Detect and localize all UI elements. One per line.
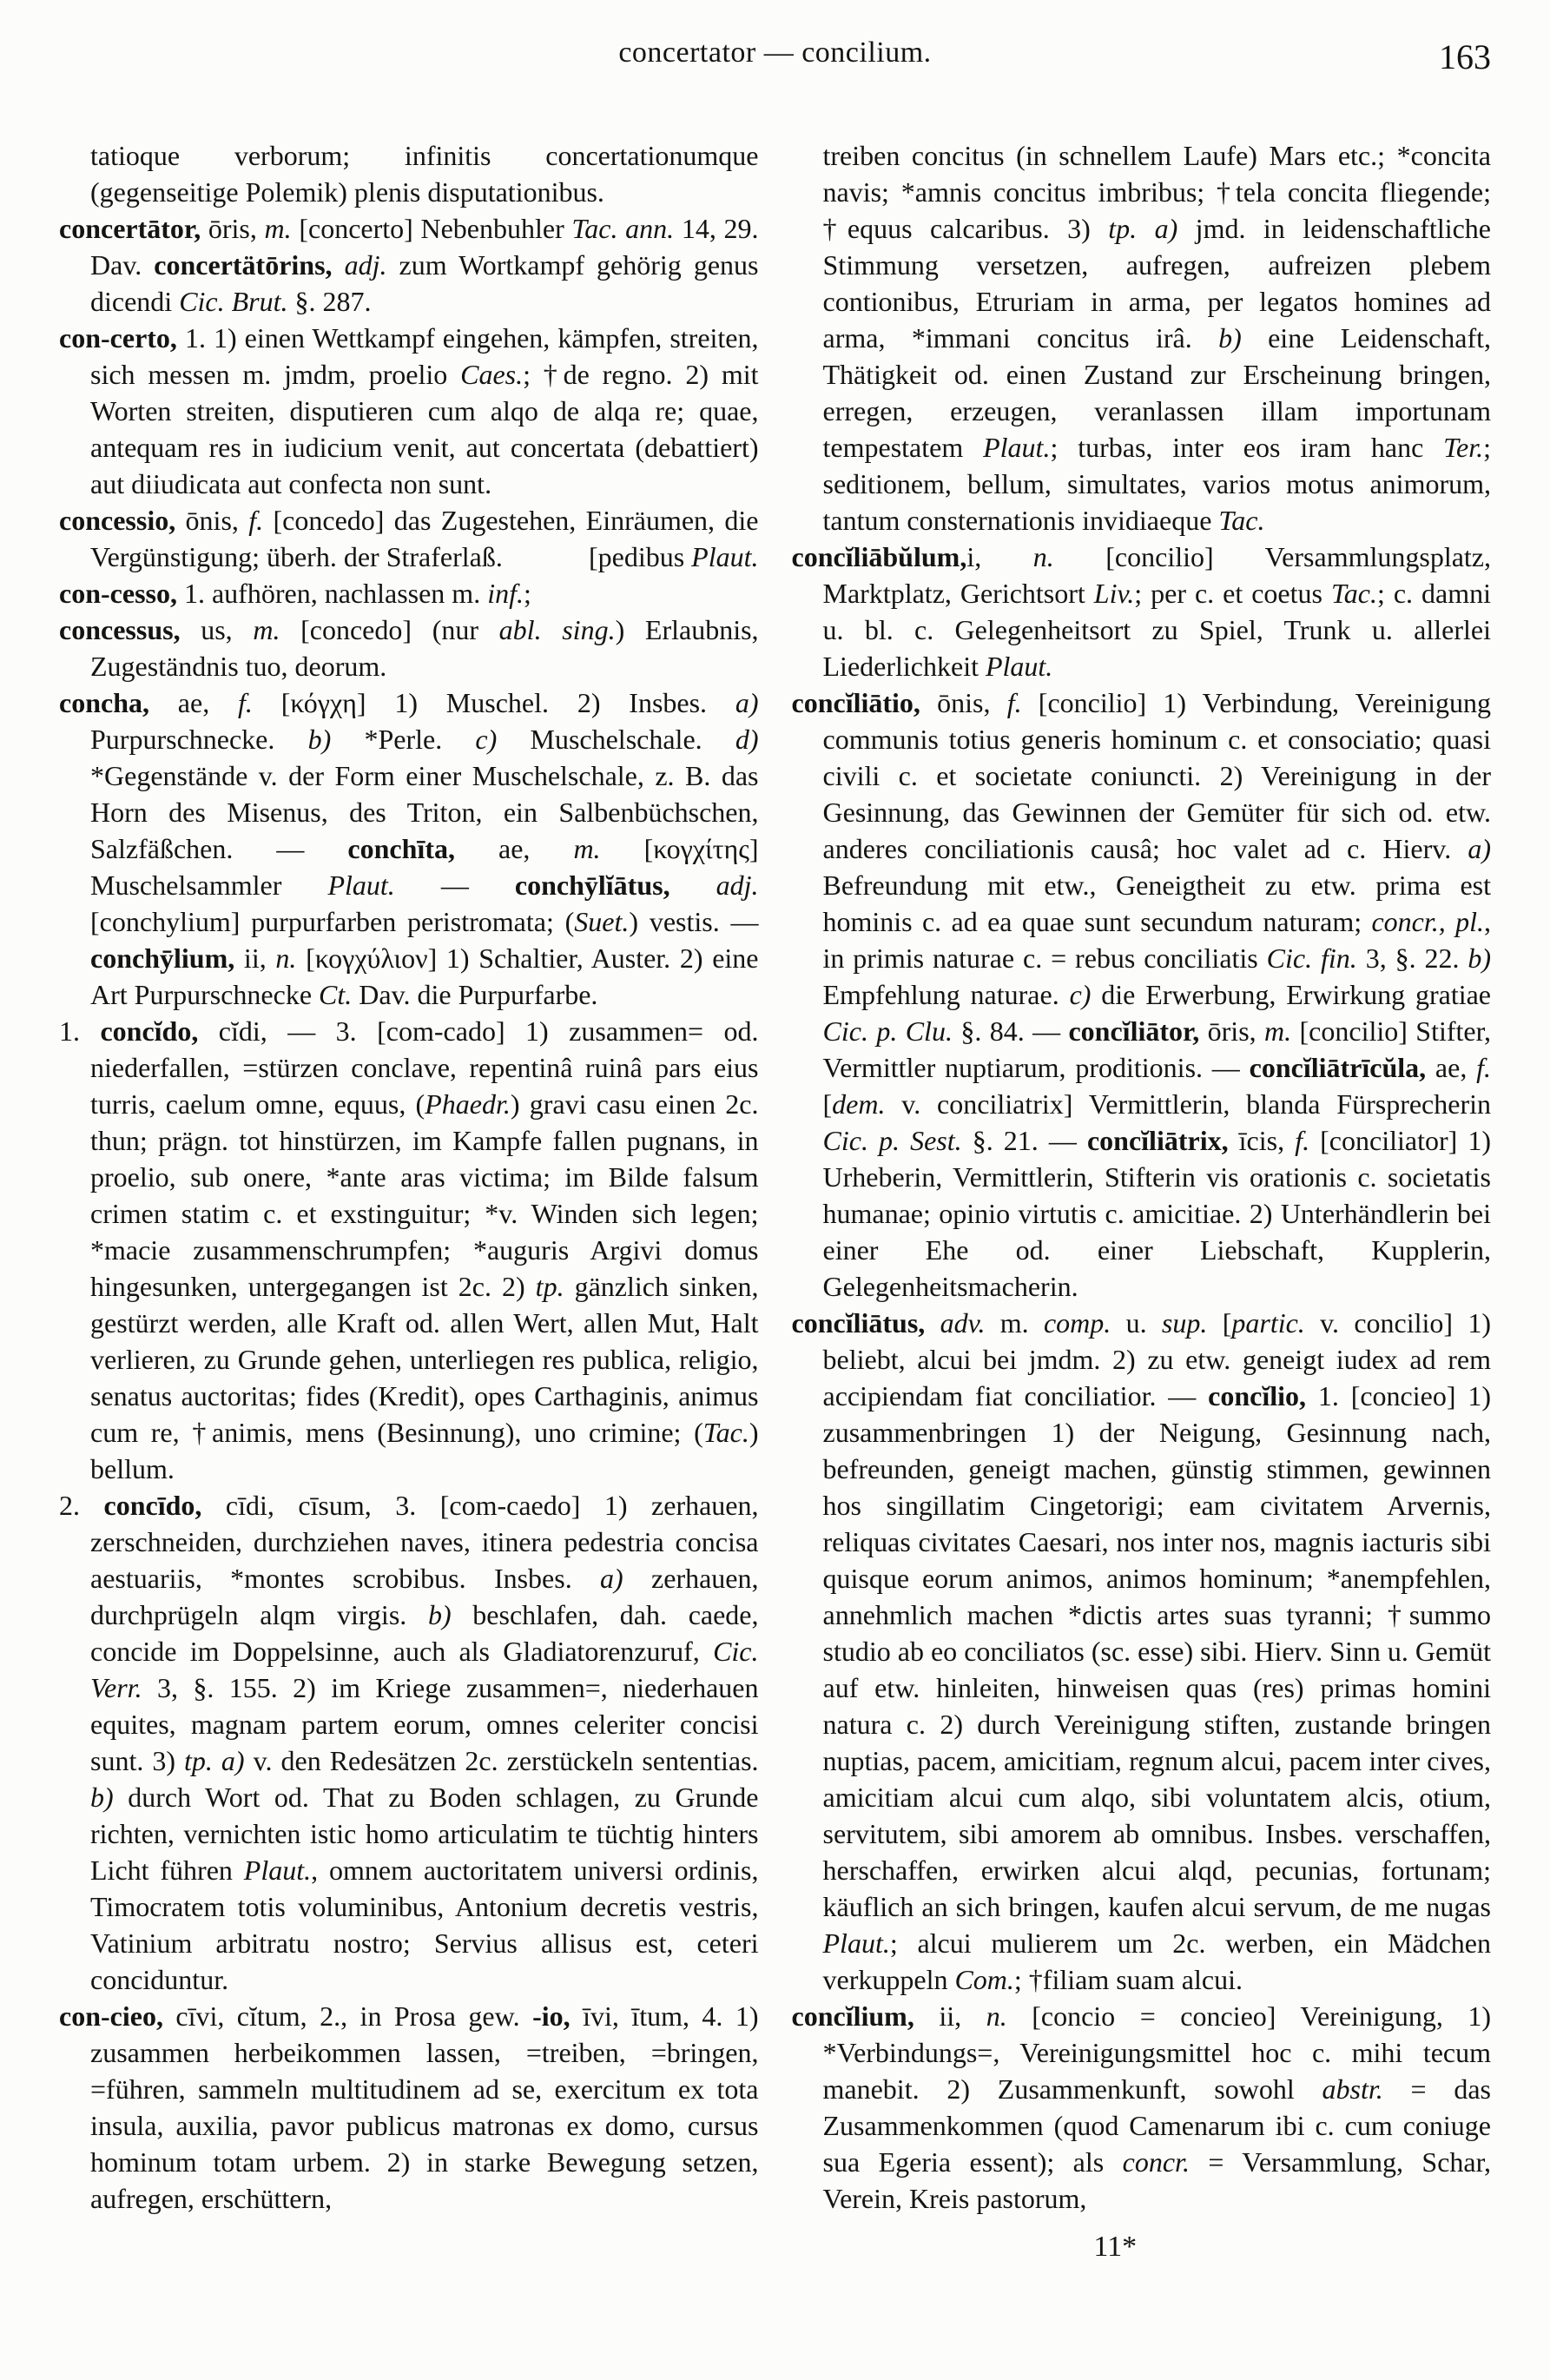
- text-run: Dav. die Purpurfarbe.: [352, 979, 598, 1010]
- dictionary-entry: [792, 1305, 1492, 1998]
- text-run: m.: [985, 1307, 1044, 1339]
- text-run: m.: [253, 614, 280, 645]
- dictionary-entry: [59, 684, 759, 1013]
- text-run: tp.: [535, 1271, 564, 1302]
- text-run: b): [427, 1599, 452, 1630]
- text-run: b): [90, 1782, 114, 1813]
- text-run: inf.: [487, 578, 524, 609]
- text-run: n.: [986, 2000, 1007, 2032]
- page-number: 163: [1439, 37, 1491, 76]
- text-run: f.: [238, 687, 253, 718]
- dictionary-entry: [792, 684, 1492, 1305]
- column-left-entries: [59, 137, 759, 2217]
- text-run: , omnem auctoritatem universi ordinis, Timocratem totis voluminibus, Antonium decretis vestris, Vatinium arbitratu nostro; Servius allisus est, ceteri conciduntur.: [90, 1854, 759, 1995]
- dictionary-entry: [792, 539, 1492, 684]
- text-run: , in primis naturae c. = rebus conciliatis: [822, 906, 1492, 974]
- text-run: ōnis,: [175, 505, 249, 536]
- text-run: concĭlium,: [791, 2000, 914, 2032]
- text-run: Com.: [954, 1964, 1014, 1995]
- text-run: ) bellum.: [90, 1417, 759, 1484]
- text-run: con-cieo,: [59, 2000, 163, 2032]
- text-run: c): [475, 724, 498, 755]
- text-run: us,: [180, 614, 254, 645]
- text-run: sup.: [1161, 1307, 1208, 1339]
- text-run: *Gegenstände v. der Form einer Muschelschale, z. B. das Horn des Misenus, des Triton, ein Salbenbüchschen, Salzfäßchen. —: [90, 760, 759, 864]
- text-run: ; turbas, inter eos iram hanc: [1050, 432, 1444, 463]
- text-run: [1137, 213, 1154, 244]
- text-run: adv.: [940, 1307, 986, 1339]
- text-run: cĭdi, — 3. [com-cado] 1) zusammen= od. niederfallen, =stürzen conclave, repentinâ ruinâ pars eius turris, caelum omne, equus, (: [90, 1015, 759, 1120]
- text-run: [conciliator] 1) Urheberin, Vermittlerin, Stifterin vis orationis c. societatis humanae; opinio virtutis c. amicitiae. 2) Unterhändlerin bei einer Ehe od. einer Liebschaft, Kupplerin, Gelegenheitsmacherin.: [822, 1125, 1492, 1302]
- text-run: 3, §. 22.: [1356, 942, 1468, 974]
- text-run: concr., pl.: [1371, 906, 1485, 937]
- text-run: [κόγχη] 1) Muschel. 2) Insbes.: [252, 687, 735, 718]
- text-run: [conchylium] purpurfarben peristromata; (: [90, 906, 575, 937]
- text-run: [concio = concieo] Vereinigung, 1) *Verbindungs=, Vereinigungsmittel hoc c. mihi tecum manebit. 2) Zusammenkunft, sowohl: [822, 2000, 1492, 2105]
- text-run: tp.: [184, 1745, 213, 1776]
- text-run: [concilio] Stifter, Vermittler nuptiarum, proditionis. —: [822, 1015, 1491, 1083]
- text-run: a): [1468, 833, 1491, 864]
- text-run: dem.: [832, 1088, 886, 1120]
- text-run: §. 21. —: [961, 1125, 1087, 1156]
- text-run: ; per c. et coetus: [1134, 578, 1331, 609]
- text-run: *Perle.: [331, 724, 476, 755]
- text-run: īcis,: [1228, 1125, 1296, 1156]
- text-run: conchȳlium,: [90, 942, 235, 974]
- text-run: Tac. ann.: [571, 213, 675, 244]
- text-run: [concilio] 1) Verbindung, Vereinigung communis totius generis hominum c. et consociatio; quasi civili c. et societate coniuncti. 2) Vereinigung in der Gesinnung, das Gewinnen der Gemüter für sich od. etw. anderes conciliationis causâ; hoc valet ad c. Hierv.: [822, 687, 1492, 864]
- text-run: ) vestis. —: [629, 906, 759, 937]
- dictionary-entry: [59, 210, 759, 320]
- text-run: concr.: [1122, 2146, 1190, 2178]
- text-run: Plaut.: [983, 432, 1051, 463]
- text-run: -io,: [532, 2000, 571, 2032]
- text-run: Cic. p. Clu.: [822, 1015, 953, 1047]
- text-run: Plaut.: [691, 541, 759, 572]
- dictionary-entry: [59, 612, 759, 684]
- text-run: adj.: [344, 249, 387, 281]
- text-run: ōnis,: [920, 687, 1007, 718]
- text-run: die Erwerbung, Erwirkung gratiae: [1091, 979, 1492, 1010]
- text-run: 1. 1) einen Wettkampf eingehen, kämpfen, streiten, sich messen m. jmdm, proelio: [90, 322, 759, 390]
- text-run: comp.: [1043, 1307, 1111, 1339]
- text-run: beschlafen, dah. caede, concide im Doppelsinne, auch als Gladiatorenzuruf,: [90, 1599, 759, 1667]
- runback-line: [588, 539, 759, 575]
- text-run: abstr.: [1322, 2073, 1383, 2105]
- dictionary-entry: [59, 320, 759, 502]
- text-run: adj.: [716, 869, 759, 901]
- text-run: concĭliātor,: [1068, 1015, 1200, 1047]
- text-run: gänzlich sinken, gestürzt werden, alle Kraft od. allen Wert, allen Mut, Halt verlieren, zu Grunde gehen, unterliegen res publica, religio, senatus auctoritas; fides (Kredit), opes Carthaginis, animus cum re, †animis, mens (Besinnung), uno crimine; (: [90, 1271, 759, 1448]
- text-run: Tac.: [1218, 505, 1265, 536]
- text-run: [670, 869, 716, 901]
- text-run: b): [1468, 942, 1492, 974]
- text-run: Cic. Brut.: [179, 286, 288, 317]
- text-run: concĭdo,: [100, 1015, 199, 1047]
- dictionary-entry: [59, 1013, 759, 1487]
- text-run: Empfehlung naturae.: [822, 979, 1070, 1010]
- running-title: concertator — concilium.: [618, 36, 932, 69]
- text-run: ; alcui mulierem um 2c. werben, ein Mädchen verkuppeln: [822, 1927, 1491, 1995]
- text-run: Befreundung mit etw., Geneigtheit zu etw. prima est hominis c. ad ea quae sunt secundum naturam;: [822, 869, 1491, 937]
- text-run: ; seditionem, bellum, simultates, varios motus animorum, tantum consternationis invidiaeque: [822, 432, 1492, 536]
- text-run: concĭliātrīcŭla,: [1249, 1052, 1427, 1083]
- text-run: concĭliātrix,: [1086, 1125, 1229, 1156]
- text-run: [333, 249, 345, 281]
- text-run: concha,: [59, 687, 149, 718]
- text-run: f.: [1006, 687, 1022, 718]
- text-run: = Versammlung, Schar, Verein, Kreis pastorum,: [822, 2146, 1492, 2214]
- text-run: eine Leidenschaft, Thätigkeit od. einen Zustand zur Erscheinung bringen, erregen, erzeugen, veranlassen illam importunam tempestatem: [822, 322, 1492, 463]
- text-run: a): [1154, 213, 1178, 244]
- text-run: —: [394, 869, 515, 901]
- text-run: [concilio] Versammlungsplatz, Marktplatz, Gerichtsort: [822, 541, 1491, 609]
- text-run: concīdo,: [103, 1490, 202, 1521]
- text-run: c): [1069, 979, 1092, 1010]
- dictionary-entry: [59, 502, 759, 575]
- text-run: Plaut.: [243, 1854, 312, 1886]
- text-run: Suet.: [574, 906, 630, 937]
- text-run: concĭliātus,: [791, 1307, 926, 1339]
- text-run: 2.: [59, 1490, 104, 1521]
- text-run: abl. sing.: [498, 614, 616, 645]
- text-run: ) Erlaubnis, Zugeständnis tuo, deorum.: [90, 614, 759, 682]
- text-run: 1.: [59, 1015, 101, 1047]
- text-run: cīdi, cīsum, 3. [com-caedo] 1) zerhauen, zerschneiden, durchziehen naves, itinera pedestria concisa aestuariis, *montes scrobibus. Insbes.: [90, 1490, 759, 1594]
- text-run: Ter.: [1443, 432, 1484, 463]
- text-run: = das Zusammenkommen (quod Camenarum ibi c. cum coniuge sua Egeria essent); als: [822, 2073, 1492, 2178]
- page-header: [59, 36, 1491, 92]
- entry-continuation: [59, 137, 759, 210]
- text-run: [: [822, 1088, 833, 1120]
- text-run: n.: [275, 942, 297, 974]
- text-run: tp.: [1108, 213, 1138, 244]
- text-run: zerhauen, durchprügeln alqm virgis.: [90, 1563, 759, 1630]
- text-run: 1. [concieo] 1) zusammenbringen 1) der Neigung, Gesinnung nach, befreunden, geneigt machen, günstig stimmen, gewinnen hos singillatim Cingetorigi; eam civitatem Arvernis, reliquas civitates Caesari, nos inter nos, magnis iacturis sibi quisque eorum animos, animos hominum; *anempfehlen, annehmlich machen *dictis artes suas tyranni; †summo studio ab eo conciliatos (sc. esse) sibi. Hierv. Sinn u. Gemüt auf etw. hinleiten, hinweisen quas (res) primas homini natura c. 2) durch Vereinigung stiften, zustande bringen nuptias, pacem, amicitiam, regnum alcui, pacem inter cives, amicitiam alcui cum alqo, sibi voluntatem alcis, otium, servitutem, sibi amorem ab omnibus. Insbes. verschaffen, herschaffen, erwirken alcui alqd, pecunias, fortunam; käuflich an sich bringen, kaufen alcui servum, de me nugas: [822, 1380, 1492, 1922]
- text-run: v. concilio] 1) beliebt, alcui bei jmdm. 2) zu etw. geneigt iudex ad rem accipiendam fiat conciliatior. —: [822, 1307, 1492, 1411]
- text-run: ) gravi casu einen 2c. thun; prägn. tot hinstürzen, im Kampfe fallen pugnans, in proelio, sub onere, *ante aras victima; im Bilde falsum crimen statim c. et exstinguitur; *v. Winden sich legen; *macie zusammenschrumpfen; *auguris Argivi domus hingesunken, untergegangen ist 2c. 2): [90, 1088, 759, 1302]
- text-run: [: [1207, 1307, 1232, 1339]
- text-run: concĭliābŭlum,: [791, 541, 967, 572]
- text-run: ii,: [914, 2000, 986, 2032]
- text-run: Caes.: [460, 359, 524, 390]
- dictionary-entry: [59, 1487, 759, 1998]
- text-run: con-cesso,: [59, 578, 177, 609]
- text-run: d): [735, 724, 759, 755]
- text-run: concĭliātio,: [791, 687, 920, 718]
- text-run: Plaut.: [985, 651, 1053, 682]
- text-run: Cic. fin.: [1266, 942, 1357, 974]
- text-run: f.: [1476, 1052, 1492, 1083]
- text-run: Purpurschnecke.: [90, 724, 308, 755]
- text-run: [concerto] Nebenbuhler: [291, 213, 572, 244]
- text-run: [κογχίτης] Muschelsammler: [90, 833, 759, 901]
- text-run: b): [307, 724, 332, 755]
- column-right-entries: [792, 137, 1492, 2217]
- text-run: Phaedr.: [425, 1088, 511, 1120]
- text-run: ae,: [1426, 1052, 1477, 1083]
- text-run: m.: [1264, 1015, 1292, 1047]
- text-run: Liv.: [1093, 578, 1135, 609]
- text-run: i,: [966, 541, 1033, 572]
- text-columns: [59, 137, 1491, 2265]
- text-run: v. conciliatrix] Vermittlerin, blanda Fürsprecherin: [885, 1088, 1491, 1120]
- text-run: partic.: [1231, 1307, 1305, 1339]
- entry-continuation: [792, 137, 1492, 539]
- text-run: zum Wortkampf gehörig genus dicendi: [90, 249, 759, 317]
- text-run: §. 287.: [287, 286, 372, 317]
- text-run: concĭlio,: [1208, 1380, 1307, 1411]
- text-run: concertätōrins,: [154, 249, 333, 281]
- text-run: ii,: [234, 942, 276, 974]
- text-run: ; †filiam suam alcui.: [1013, 1964, 1243, 1995]
- text-run: m.: [264, 213, 292, 244]
- text-run: [925, 1307, 940, 1339]
- text-run: conchīta,: [347, 833, 455, 864]
- text-run: Muschelschale.: [497, 724, 735, 755]
- text-run: 3, §. 155. 2) im Kriege zusammen=, niederhauen equites, magnam partem eorum, omnes celeriter concisi sunt. 3): [90, 1672, 759, 1776]
- text-run: treiben concitus (in schnellem Laufe) Mars etc.; *concita navis; *amnis concitus imbribus; †tela concita fliegende; †equus calcaribus. 3): [822, 140, 1491, 244]
- text-run: ōris,: [1199, 1015, 1265, 1047]
- text-run: a): [735, 687, 759, 718]
- text-run: Tac.: [702, 1417, 749, 1448]
- text-run: v. den Redesätzen 2c. zerstückeln sententias.: [244, 1745, 759, 1776]
- text-run: §. 84. —: [952, 1015, 1069, 1047]
- text-run: cīvi, cĭtum, 2., in Prosa gew.: [162, 2000, 533, 2032]
- text-run: concessus,: [59, 614, 181, 645]
- text-run: ōris,: [201, 213, 265, 244]
- signature-mark: 11*: [1093, 2231, 1138, 2263]
- text-run: durch Wort od. That zu Boden schlagen, zu Grunde richten, vernichten istic homo articulatim te tüchtig hinters Licht führen: [90, 1782, 759, 1886]
- text-run: [concedo] (nur: [280, 614, 499, 645]
- text-run: u.: [1111, 1307, 1162, 1339]
- text-run: conchȳlĭātus,: [514, 869, 670, 901]
- text-run: Plaut.: [327, 869, 395, 901]
- text-run: Cic. p. Sest.: [822, 1125, 962, 1156]
- column-right: [792, 137, 1492, 2265]
- text-run: Tac.: [1330, 578, 1377, 609]
- text-run: f.: [248, 505, 264, 536]
- text-run: īvi, ītum, 4. 1) zusammen herbeikommen lassen, =treiben, =bringen, =führen, sammeln multitudinem ad se, exercitum ex tota insula, auxilia, pavor publicus matronas ex domo, cursus hominum totam urbem. 2) in starke Bewegung setzen, aufregen, erschüttern,: [90, 2000, 759, 2214]
- text-run: ;: [523, 578, 531, 609]
- dictionary-entry: [792, 1998, 1492, 2217]
- text-run: [κογχύλιον] 1) Schaltier, Auster. 2) eine Art Purpurschnecke: [90, 942, 759, 1010]
- text-run: ; c. damni u. bl. c. Gelegenheitsort zu Spiel, Trunk u. allerlei Liederlichkeit: [822, 578, 1492, 682]
- text-run: ae,: [149, 687, 239, 718]
- dictionary-entry: [59, 1998, 759, 2217]
- text-run: m.: [573, 833, 601, 864]
- text-run: b): [1218, 322, 1242, 354]
- text-run: ae,: [454, 833, 574, 864]
- text-run: 14, 29. Dav.: [90, 213, 759, 281]
- text-run: Cic. Verr.: [90, 1636, 759, 1703]
- text-run: 1. aufhören, nachlassen m.: [176, 578, 488, 609]
- text-run: concessio,: [59, 505, 176, 536]
- text-run: [213, 1745, 221, 1776]
- column-left: [59, 137, 759, 2265]
- text-run: n.: [1032, 541, 1054, 572]
- dictionary-entry: [59, 575, 759, 612]
- text-run: con-certo,: [59, 322, 177, 354]
- text-run: Plaut.: [822, 1927, 890, 1959]
- text-run: [pedibus: [588, 541, 692, 572]
- text-run: a): [221, 1745, 245, 1776]
- text-run: Ct.: [319, 979, 353, 1010]
- text-run: [concedo] das Zugestehen, Einräumen, die Vergünstigung; überh. der Straferlaß.: [90, 505, 759, 572]
- text-run: tatioque verborum; infinitis concertationumque (gegenseitige Polemik) plenis disputationibus.: [90, 140, 759, 208]
- text-run: ; †de regno. 2) mit Worten streiten, disputieren cum alqo de alqa re; quae, antequam res in iudicium venit, aut concertata (debattiert) aut diiudicata aut confecta non sunt.: [90, 359, 759, 499]
- text-run: jmd. in leidenschaftliche Stimmung versetzen, aufregen, aufreizen plebem contionibus, Etruriam in arma, per legatos homines ad arma, *immani concitus irâ.: [822, 213, 1492, 354]
- text-run: concertātor,: [59, 213, 201, 244]
- text-run: f.: [1295, 1125, 1310, 1156]
- text-run: a): [600, 1563, 623, 1594]
